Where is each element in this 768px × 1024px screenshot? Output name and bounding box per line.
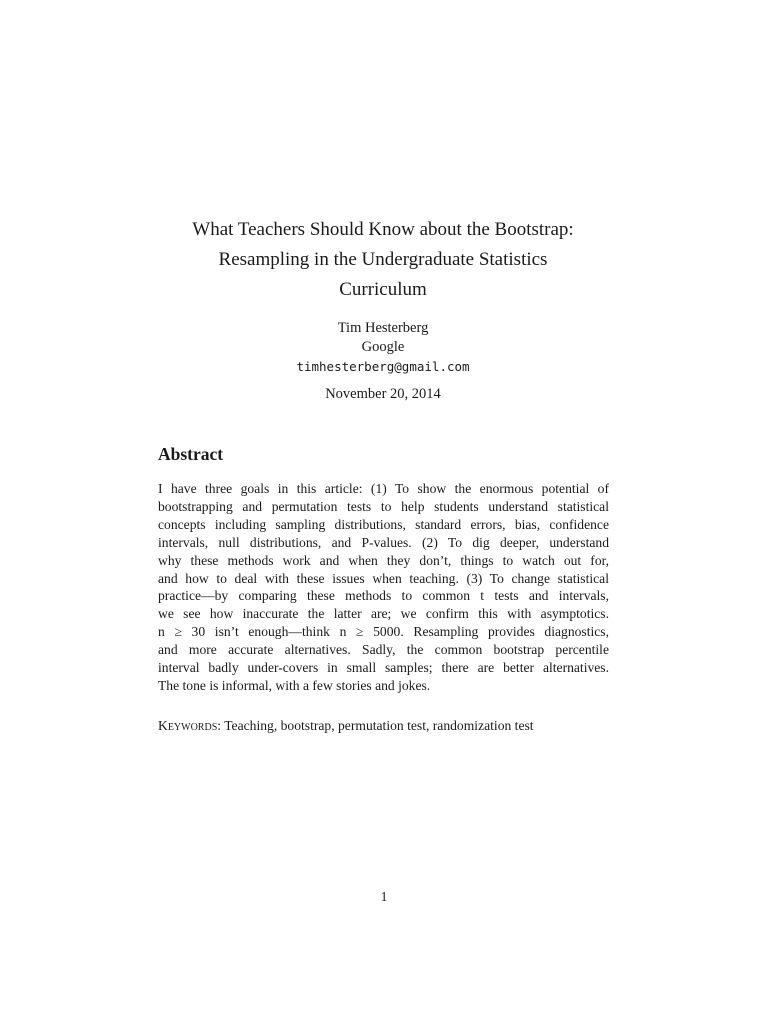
abstract-line: bootstrapping and permutation tests to help students understand statistical	[158, 498, 609, 514]
abstract-heading: Abstract	[158, 444, 224, 464]
author-name: Tim Hesterberg	[337, 320, 429, 336]
paper-date: November 20, 2014	[325, 386, 441, 402]
author-block	[200, 319, 566, 376]
abstract-line: we see how inaccurate the latter are; we confirm this with asymptotics.	[158, 606, 609, 622]
keywords-text: Teaching, bootstrap, permutation test, randomization test	[224, 718, 534, 733]
title-line: Curriculum	[339, 279, 427, 300]
abstract-line: practice—by comparing these methods to common t tests and intervals,	[158, 588, 609, 604]
abstract-line: I have three goals in this article: (1) To show the enormous potential of	[158, 481, 609, 496]
author-email: timhesterberg@gmail.com	[296, 359, 470, 374]
abstract-line: and more accurate alternatives. Sadly, the common bootstrap percentile	[158, 642, 609, 658]
author-affiliation: Google	[361, 339, 405, 355]
title-line: Resampling in the Undergraduate Statistics	[218, 249, 548, 270]
keywords-line	[158, 718, 534, 734]
abstract-line: The tone is informal, with a few stories and jokes.	[158, 677, 431, 693]
abstract-line: interval badly under-covers in small samples; there are better alternatives.	[158, 660, 609, 676]
abstract-body	[158, 480, 609, 695]
abstract-line: n ≥ 30 isn’t enough—think n ≥ 5000. Resampling provides diagnostics,	[158, 624, 609, 640]
abstract-line: why these methods work and when they don’t, things to watch out for,	[158, 552, 609, 568]
paper-title	[100, 215, 666, 305]
abstract-line: and how to deal with these issues when teaching. (3) To change statistical	[158, 570, 609, 586]
keywords-label: Keywords:	[158, 718, 222, 733]
page-number: 1	[380, 889, 388, 904]
abstract-line: concepts including sampling distributions, standard errors, bias, confidence	[158, 516, 609, 532]
abstract-line: intervals, null distributions, and P-values. (2) To dig deeper, understand	[158, 534, 609, 550]
title-line: What Teachers Should Know about the Bootstrap:	[192, 219, 574, 240]
